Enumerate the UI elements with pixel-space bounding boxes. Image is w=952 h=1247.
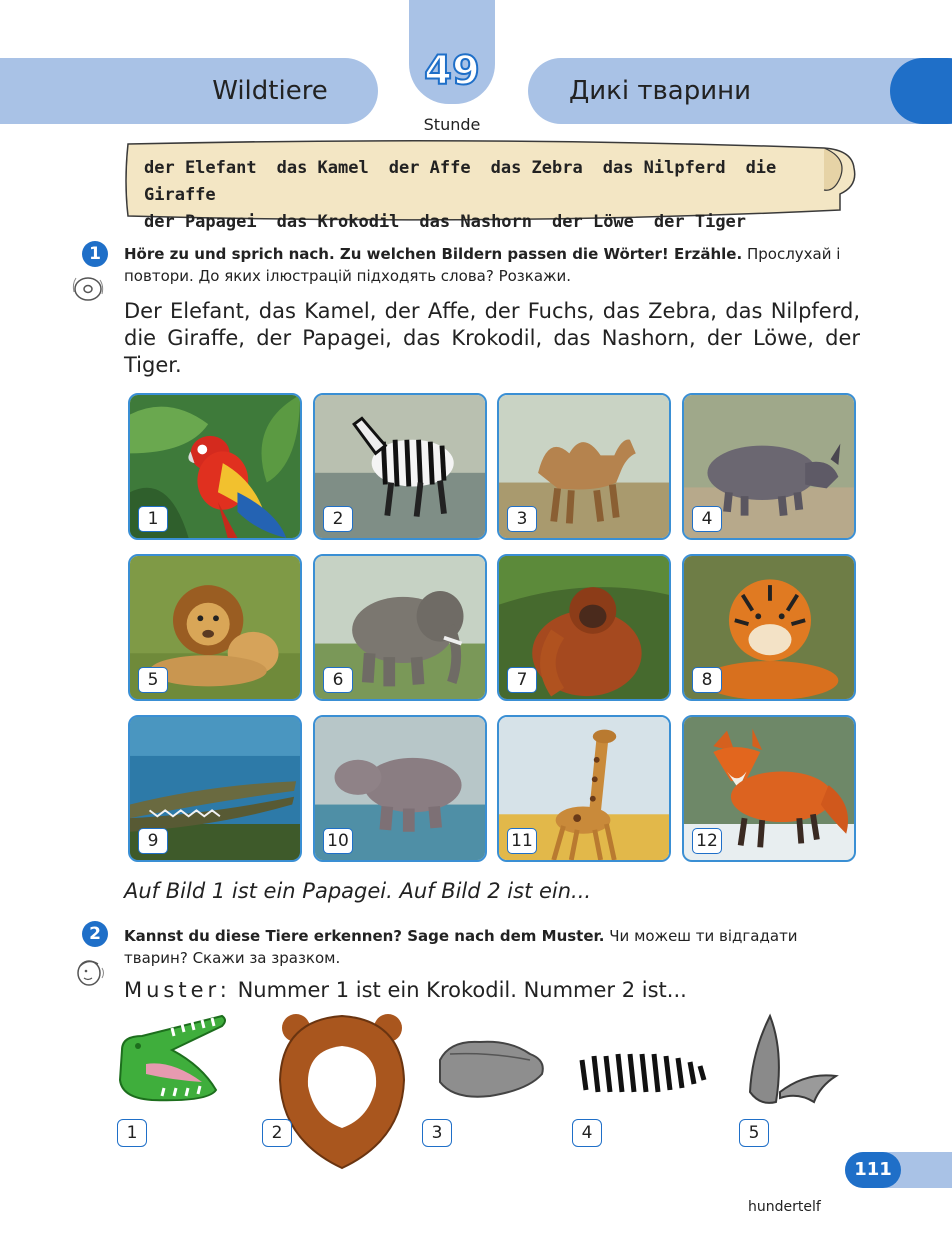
zebra-stripes-drawing (576, 1048, 710, 1098)
photo-number: 4 (692, 506, 722, 532)
vocab-word: der Elefant (144, 158, 257, 178)
vocabulary-list (144, 155, 844, 236)
exercise-2-number: 2 (82, 921, 108, 947)
audio-cd-icon[interactable] (70, 272, 104, 306)
page-title-de: Wildtiere (212, 76, 328, 106)
page-title-uk: Дикі тварини (568, 76, 752, 106)
fish-tail-drawing (740, 1012, 840, 1116)
muster-label: Muster: (124, 978, 231, 1002)
photo-number: 8 (692, 667, 722, 693)
photo-number: 7 (507, 667, 537, 693)
banner-right-cap (890, 58, 952, 124)
photo-camel (497, 393, 671, 540)
photo-orangutan (497, 554, 671, 701)
instruction-uk: Прослухай і повтори. До яких ілюстрацій підходять слова? Розкажи. (124, 245, 841, 285)
photo-elephant (313, 554, 487, 701)
exercise-1-example: Auf Bild 1 ist ein Papagei. Auf Bild 2 ist ein... (124, 879, 592, 903)
photo-tiger (682, 554, 856, 701)
page-number: 111 (845, 1152, 901, 1188)
drawing-number: 4 (572, 1119, 602, 1147)
vocab-word: der Löwe (552, 212, 634, 232)
vocab-word: das Zebra (490, 158, 583, 178)
photo-fox (682, 715, 856, 862)
photo-hippo (313, 715, 487, 862)
exercise-1-instruction (124, 243, 860, 287)
page-number-word: hundertelf (748, 1199, 821, 1215)
lesson-label: Stunde (423, 115, 481, 134)
exercise-2-instruction (124, 925, 860, 969)
photo-number: 1 (138, 506, 168, 532)
vocab-word: das Kamel (276, 158, 369, 178)
instruction-de: Kannst du diese Tiere erkennen? Sage nach dem Muster. (124, 927, 605, 945)
photo-number: 5 (138, 667, 168, 693)
speaking-face-icon (74, 956, 108, 990)
vocab-word: die Giraffe (144, 158, 777, 205)
vocab-word: der Affe (388, 158, 471, 178)
photo-number: 2 (323, 506, 353, 532)
vocab-word: der Papagei (144, 212, 257, 232)
drawing-number: 3 (422, 1119, 452, 1147)
muster-text: Nummer 1 ist ein Krokodil. Nummer 2 ist... (237, 978, 687, 1002)
vocab-word: das Nilpferd (602, 158, 726, 178)
instruction-de: Höre zu und sprich nach. Zu welchen Bildern passen die Wörter! Erzähle. (124, 245, 743, 263)
photo-number: 3 (507, 506, 537, 532)
photo-number: 12 (692, 828, 722, 854)
photo-number: 6 (323, 667, 353, 693)
photo-lion (128, 554, 302, 701)
photo-rhino (682, 393, 856, 540)
vocabulary-row-1 (144, 155, 844, 209)
rhino-head-drawing (430, 1030, 550, 1110)
drawing-number: 2 (262, 1119, 292, 1147)
vocab-word: das Nashorn (419, 212, 533, 232)
photo-number: 10 (323, 828, 353, 854)
lesson-number: 49 (424, 48, 480, 94)
photo-giraffe (497, 715, 671, 862)
photo-number: 11 (507, 828, 537, 854)
vocabulary-row-2 (144, 209, 844, 236)
vocab-word: der Tiger (653, 212, 747, 232)
exercise-1-number: 1 (82, 241, 108, 267)
instruction-uk: Чи можеш ти відгадати тварин? Скажи за зразком. (124, 927, 798, 967)
photo-parrot (128, 393, 302, 540)
drawing-number: 5 (739, 1119, 769, 1147)
lion-mane-drawing (272, 1010, 412, 1170)
vocab-word: das Krokodil (276, 212, 400, 232)
drawing-number: 1 (117, 1119, 147, 1147)
exercise-1-word-list: Der Elefant, das Kamel, der Affe, der Fuchs, das Zebra, das Nilpferd, die Giraffe, der Papagei, das Krokodil, das Nashorn, der Löwe, der Tiger. (124, 299, 860, 377)
crocodile-mouth-drawing (112, 1010, 232, 1114)
photo-crocodile (128, 715, 302, 862)
photo-number: 9 (138, 828, 168, 854)
photo-zebra (313, 393, 487, 540)
exercise-2-muster (124, 977, 860, 1004)
